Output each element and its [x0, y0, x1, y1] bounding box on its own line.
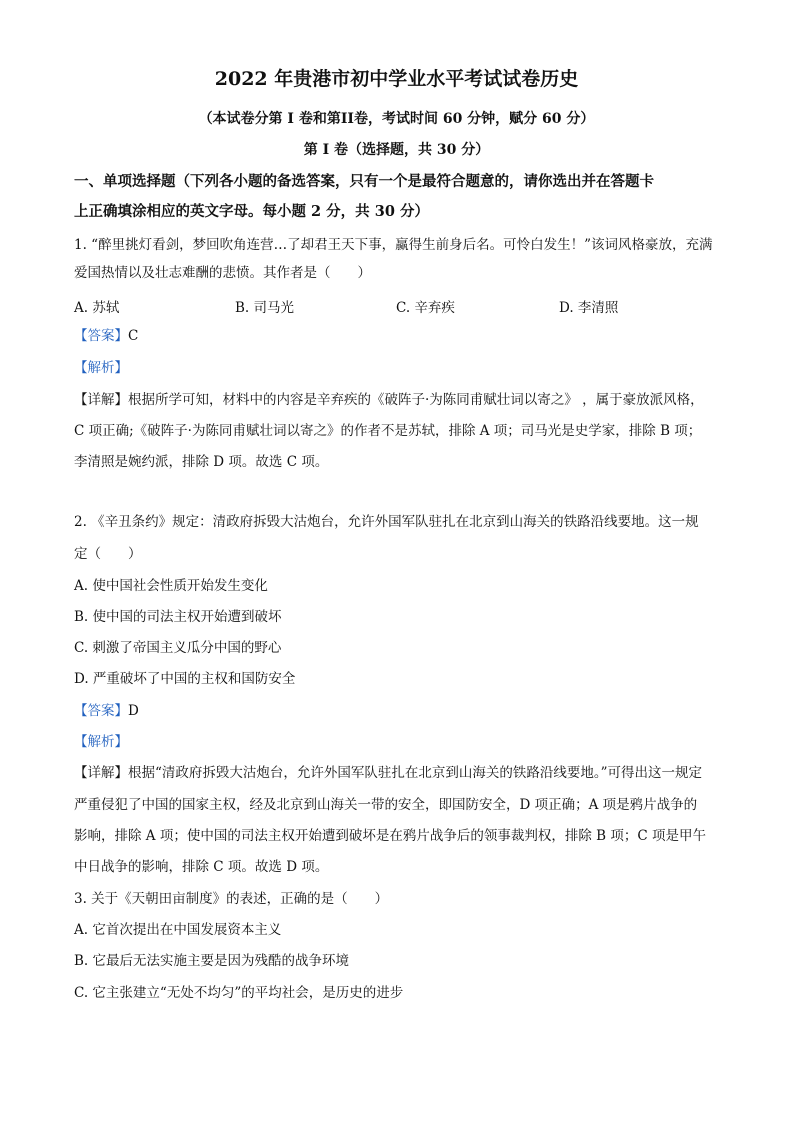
question-1-option-a: A. 苏轼 — [74, 300, 120, 316]
question-3-stem: 3. 关于《天朝田亩制度》的表述，正确的是（ ） — [74, 891, 389, 907]
question-2-detail-line-2: 严重侵犯了中国的国家主权，经及北京到山海关一带的安全，即国防安全，D 项正确；A 项是鸦片战争的 — [74, 797, 698, 813]
question-1-stem-line-2: 爱国热情以及壮志难酬的悲愤。其作者是（ ） — [74, 265, 371, 281]
question-1-option-b: B. 司马光 — [235, 300, 295, 316]
question-2-stem-line-1: 2. 《辛丑条约》规定：清政府拆毁大沽炮台，允许外国军队驻扎在北京到山海关的铁路沿线要地。这一规 — [74, 514, 699, 530]
question-2-analysis-tag — [74, 733, 128, 751]
section-heading-line-2: 上正确填涂相应的英文字母。每小题 2 分，共 30 分） — [74, 203, 429, 220]
exam-info: （本试卷分第 I 卷和第II卷，考试时间 60 分钟，赋分 60 分） — [198, 111, 595, 127]
question-2-option-c: C. 刺激了帝国主义瓜分中国的野心 — [74, 640, 282, 656]
question-1-stem-line-1: 1. “醉里挑灯看剑，梦回吹角连营…了却君王天下事，赢得生前身后名。可怜白发生！”该词风格豪放，充满 — [74, 237, 713, 253]
question-1-detail-line-1 — [74, 391, 704, 409]
question-2-detail-line-4: 中日战争的影响，排除 C 项。故选 D 项。 — [74, 859, 329, 875]
answer-tag: 【答案】 — [74, 328, 128, 344]
question-1-answer — [74, 327, 138, 345]
question-1-option-c: C. 辛弃疾 — [396, 300, 455, 316]
question-2-detail-line-1 — [74, 764, 702, 782]
question-3-option-a: A. 它首次提出在中国发展资本主义 — [74, 922, 282, 938]
question-2-answer — [74, 702, 139, 720]
answer-value: D — [128, 703, 139, 719]
page-title: 2022 年贵港市初中学业水平考试试卷历史 — [214, 68, 579, 90]
question-2-option-d: D. 严重破坏了中国的主权和国防安全 — [74, 671, 296, 687]
question-1-option-d: D. 李清照 — [559, 300, 619, 316]
detail-text: 根据“清政府拆毁大沽炮台，允许外国军队驻扎在北京到山海关的铁路沿线要地。”可得出这一规定 — [128, 765, 703, 781]
answer-value: C — [128, 328, 139, 344]
question-1-detail-line-3: 李清照是婉约派，排除 D 项。故选 C 项。 — [74, 454, 329, 470]
question-3-option-c: C. 它主张建立“无处不均匀”的平均社会，是历史的进步 — [74, 985, 404, 1001]
analysis-tag: 【解析】 — [74, 734, 128, 750]
detail-tag: 【详解】 — [74, 392, 128, 408]
answer-tag: 【答案】 — [74, 703, 128, 719]
section-heading-line-1: 一、单项选择题（下列各小题的备选答案，只有一个是最符合题意的，请你选出并在答题卡 — [74, 173, 654, 190]
question-3-option-b: B. 它最后无法实施主要是因为残酷的战争环境 — [74, 953, 350, 969]
question-2-detail-line-3: 影响，排除 A 项；使中国的司法主权开始遭到破坏是在鸦片战争后的领事裁判权，排除 B 项；C 项是甲午 — [74, 828, 706, 844]
question-2-option-a: A. 使中国社会性质开始发生变化 — [74, 578, 268, 594]
question-2-option-b: B. 使中国的司法主权开始遭到破坏 — [74, 609, 282, 625]
question-1-detail-line-2: C 项正确;《破阵子·为陈同甫赋壮词以寄之》的作者不是苏轼，排除 A 项；司马光是史学家，排除 B 项； — [74, 423, 702, 439]
analysis-tag: 【解析】 — [74, 360, 128, 376]
detail-tag: 【详解】 — [74, 765, 128, 781]
question-2-stem-line-2: 定（ ） — [74, 546, 142, 562]
question-1-analysis-tag — [74, 359, 128, 377]
detail-text: 根据所学可知，材料中的内容是辛弃疾的《破阵子·为陈同甫赋壮词以寄之》 ，属于豪放派风格， — [128, 392, 704, 408]
part-heading: 第 I 卷（选择题，共 30 分） — [303, 142, 490, 158]
